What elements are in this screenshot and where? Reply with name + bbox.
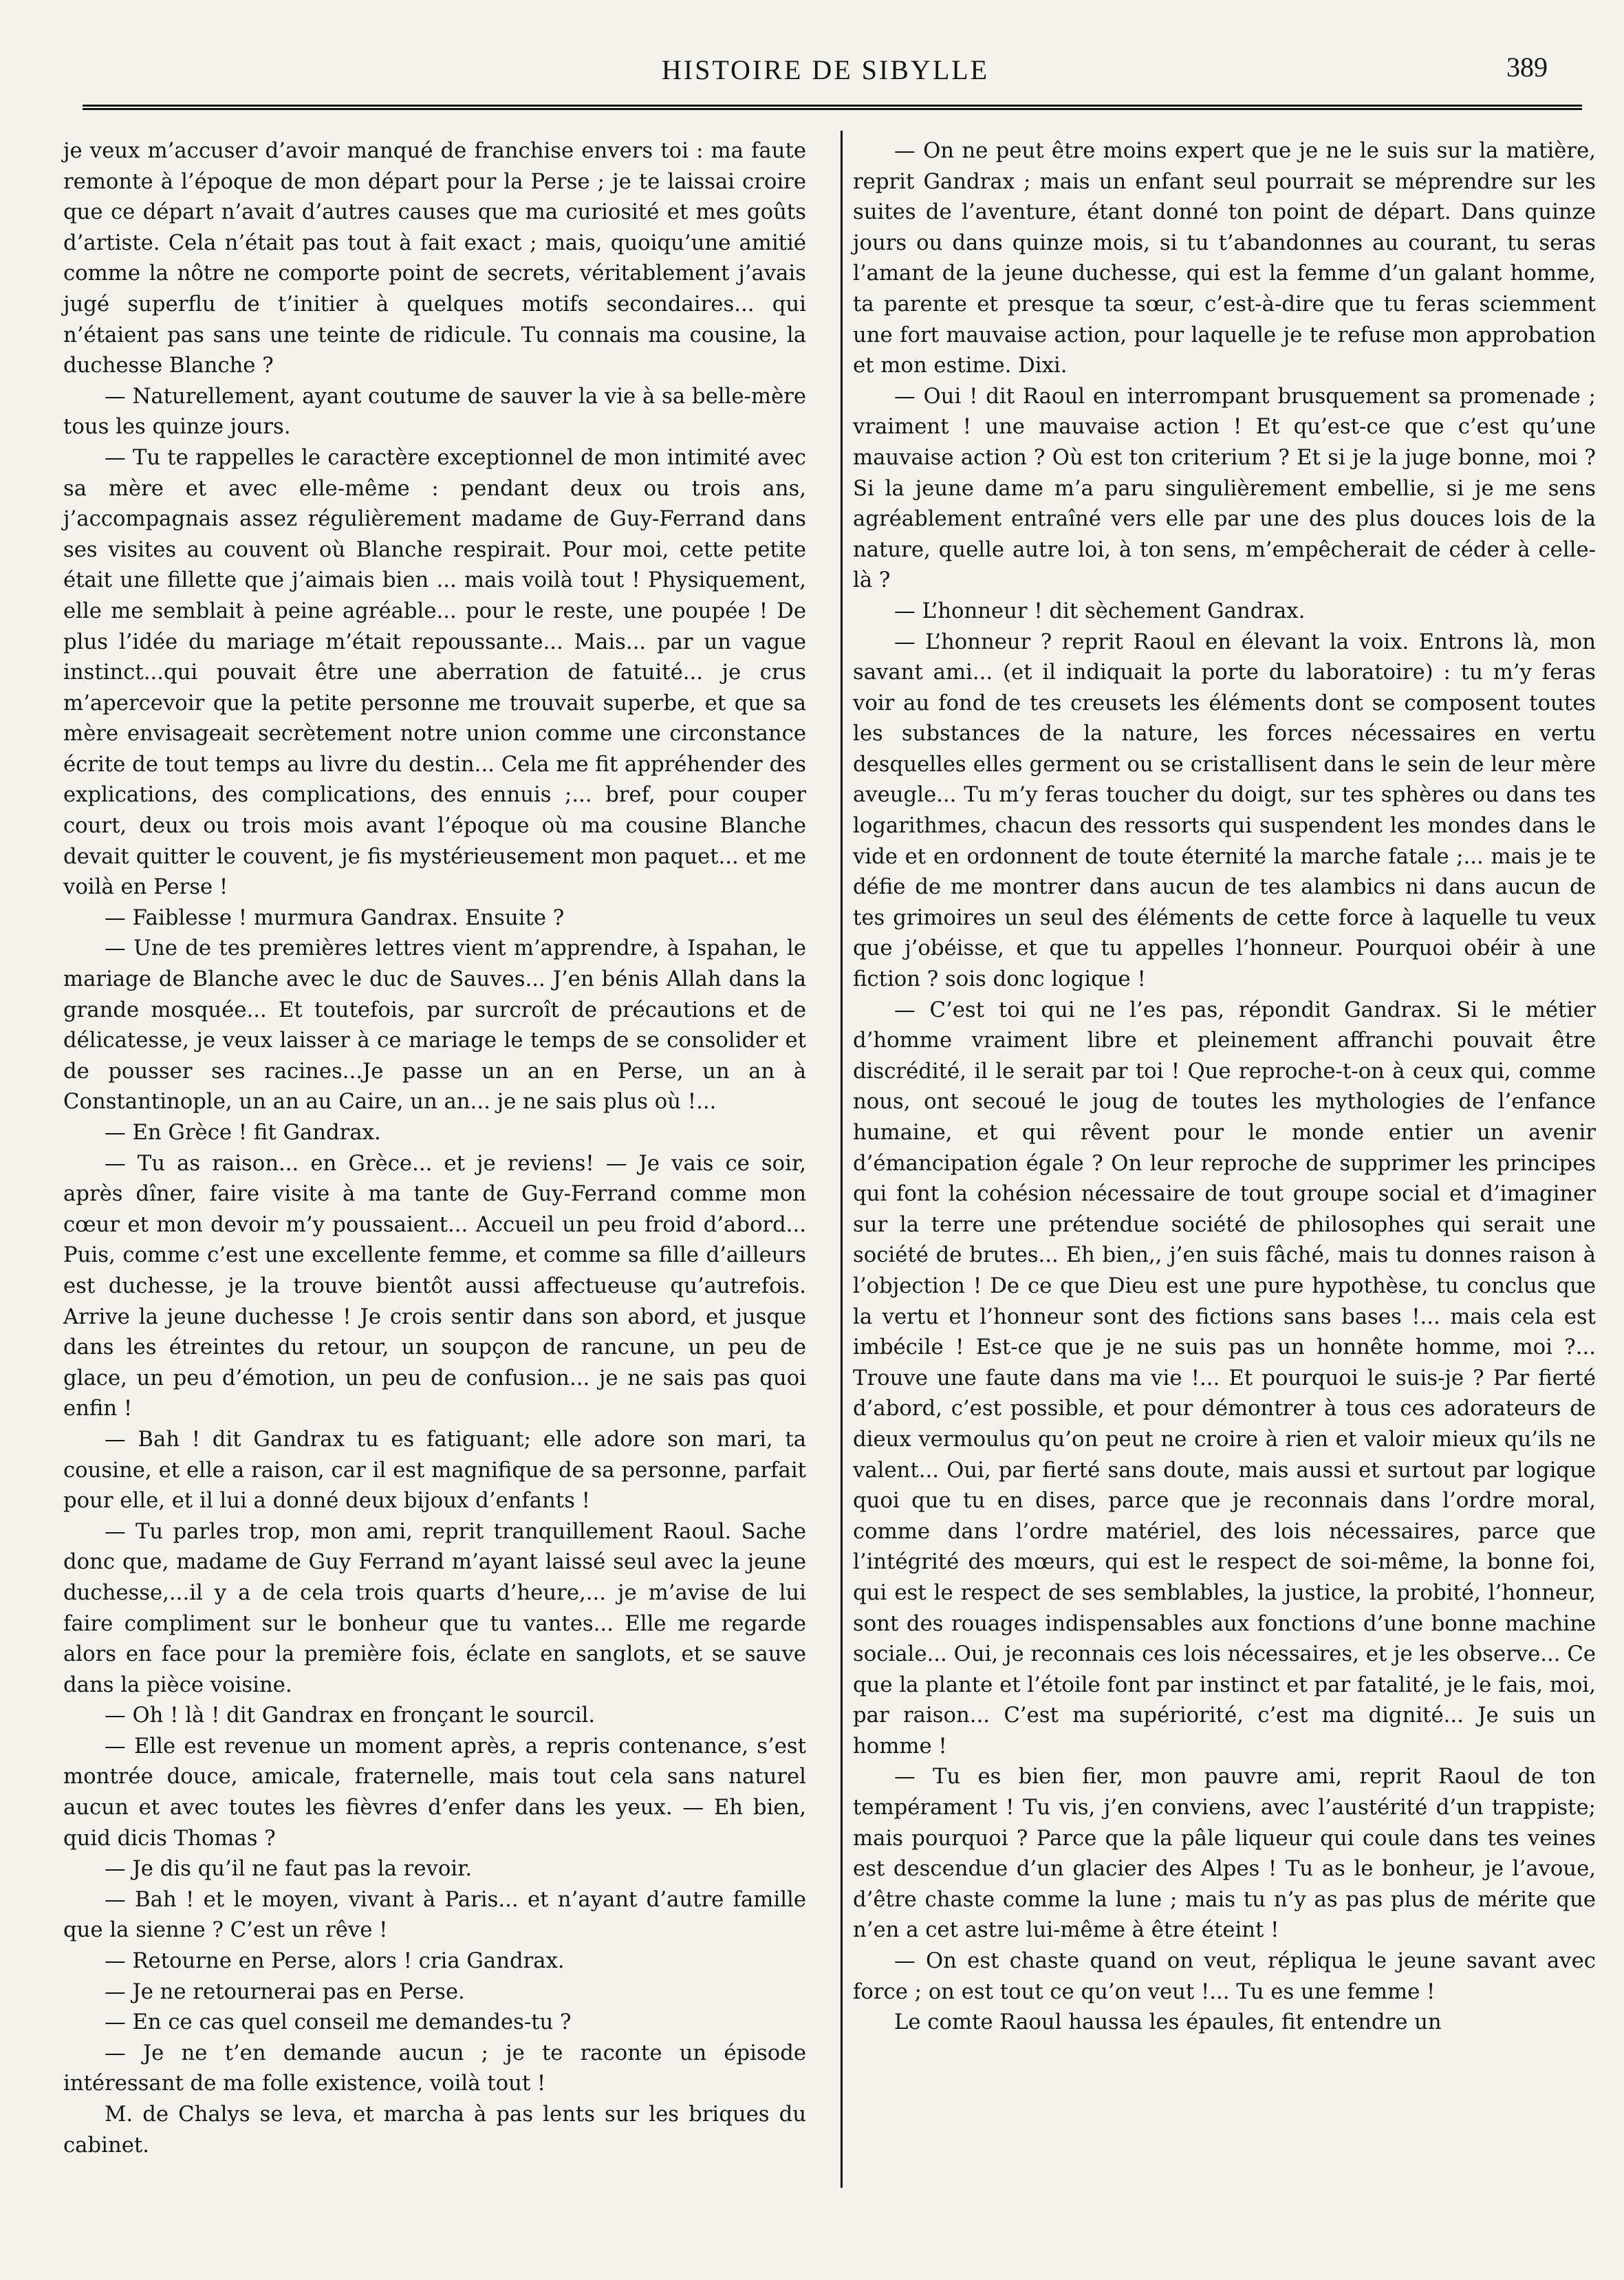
paragraph: — Une de tes premières lettres vient m’apprendre, à Ispahan, le mariage de Blanche avec le duc de Sauves... J’en bénis Allah dans la grande mosquée... Et toutefois, par surcroît de précautions et de délicatesse, je veux laisser à ce mariage le temps de se consolider et de pousser ses racines...Je passe un an en Perse, un an à Constantinople, un an au Caire, un an... je ne sais plus où !...	[63, 936, 806, 1115]
paragraph: — On est chaste quand on veut, répliqua le jeune savant avec force ; on est tout ce qu’on veut !... Tu es une femme !	[853, 1949, 1596, 2004]
paragraph: — L’honneur ? reprit Raoul en élevant la voix. Entrons là, mon savant ami... (et il indiquait la porte du laboratoire) : tu m’y feras voir au fond de tes creusets les éléments dont se composent toutes les substances de la nature, les forces nécessaires en vertu desquelles elles germent ou se cristallisent dans le sein de leur mère aveugle... Tu m’y feras toucher du doigt, sur tes sphères ou dans tes logarithmes, chacun des ressorts qui suspendent les mondes dans le vide et en ordonnent de toute éternité la marche fatale ;... mais je te défie de me montrer dans aucun de tes alambics ni dans aucun de tes grimoires un seul des éléments de cette force à laquelle tu veux que j’obéisse, et que tu appelles l’honneur. Pourquoi obéir à une fiction ? sois donc logique !	[853, 630, 1596, 992]
paragraph: — Je ne t’en demande aucun ; je te raconte un épisode intéressant de ma folle existence, voilà tout !	[63, 2041, 806, 2096]
paragraph: — On ne peut être moins expert que je ne le suis sur la matière, reprit Gandrax ; mais un enfant seul pourrait se méprendre sur les suites de l’aventure, étant donné ton point de départ. Dans quinze jours ou dans quinze mois, si tu t’abandonnes au courant, tu seras l’amant de la jeune duchesse, qui est la femme d’un galant homme, ta parente et presque ta sœur, c’est-à-dire que tu feras sciemment une fort mauvaise action, pour laquelle je te refuse mon approbation et mon estime. Dixi.	[853, 139, 1596, 378]
paragraph: — Tu parles trop, mon ami, reprit tranquillement Raoul. Sache donc que, madame de Guy Ferrand m’ayant laissé seul avec la jeune duchesse,...il y a de cela trois quarts d’heure,... je m’avise de lui faire compliment sur le bonheur que tu vantes... Elle me regarde alors en face pour la première fois, éclate en sanglots, et se sauve dans la pièce voisine.	[63, 1519, 806, 1697]
paragraph: — En Grèce ! fit Gandrax.	[105, 1121, 381, 1145]
page-header	[76, 48, 1575, 103]
paragraph: — Bah ! et le moyen, vivant à Paris... et n’ayant d’autre famille que la sienne ? C’est un rêve !	[63, 1887, 806, 1943]
paragraph: — C’est toi qui ne l’es pas, répondit Gandrax. Si le métier d’homme vraiment libre et pleinement affranchi pouvait être discrédité, il le serait par toi ! Que reproche-t-on à ceux qui, comme nous, ont secoué le joug de toutes les mythologies de l’enfance humaine, et qui rêvent pour le monde entier un avenir d’émancipation égale ? On leur reproche de supprimer les principes qui font la cohésion nécessaire de tout groupe social et d’imaginer sur la terre une prétendue société de philosophes qui serait une société de brutes... Eh bien,, j’en suis fâché, mais tu donnes raison à l’objection ! De ce que Dieu est une pure hypothèse, tu conclus que la vertu et l’honneur sont des fictions sans bases !... mais cela est imbécile ! Est-ce que je ne suis pas un honnête homme, moi ?... Trouve une faute dans ma vie !... Et pourquoi le suis-je ? Par fierté d’abord, c’est possible, et pour démontrer à tous ces adorateurs de dieux vermoulus qu’on peut ne croire à rien et valoir mieux qu’ils ne valent... Oui, par fierté sans doute, mais aussi et surtout par logique quoi que tu en dises, parce que je reconnais dans l’ordre moral, comme dans l’ordre matériel, des lois nécessaires, parce que l’intégrité des mœurs, qui est le respect de soi-même, la bonne foi, qui est le respect de ses semblables, la justice, la probité, l’honneur, sont des rouages indispensables aux fonctions d’une bonne machine sociale... Oui, je reconnais ces lois nécessaires, et je les observe... Ce que la plante et l’étoile font par instinct et par fatalité, je le fais, moi, par raison... C’est ma supériorité, c’est ma dignité... Je suis un homme !	[853, 998, 1596, 1759]
right-column	[853, 136, 1596, 2039]
paragraph: — Faiblesse ! murmura Gandrax. Ensuite ?	[105, 905, 565, 930]
header-rule	[83, 105, 1582, 110]
page-number: 389	[1506, 52, 1548, 83]
running-title: HISTOIRE DE SIBYLLE	[661, 54, 990, 85]
paragraph: — Oh ! là ! dit Gandrax en fronçant le sourcil.	[105, 1703, 596, 1728]
paragraph: — Je dis qu’il ne faut pas la revoir.	[105, 1857, 473, 1882]
paragraph: Le comte Raoul haussa les épaules, fit entendre un	[894, 2010, 1442, 2035]
paragraph: M. de Chalys se leva, et marcha à pas lents sur les briques du cabinet.	[63, 2102, 806, 2158]
paragraph: — Bah ! dit Gandrax tu es fatiguant; elle adore son mari, ta cousine, et elle a raison, car il est magnifique de sa personne, parfait pour elle, et il lui a donné deux bijoux d’enfants !	[63, 1427, 806, 1514]
paragraph: — Elle est revenue un moment après, a repris contenance, s’est montrée douce, amicale, fraternelle, mais tout cela sans naturel aucun et avec toutes les fièvres d’enfer dans les yeux. — Eh bien, quid dicis Thomas ?	[63, 1734, 806, 1851]
column-divider	[841, 131, 843, 2188]
paragraph: — Oui ! dit Raoul en interrompant brusquement sa promenade ; vraiment ! une mauvaise action ! Et qu’est-ce que c’est qu’une mauvaise action ? Où est ton criterium ? Et si je la juge bonne, moi ? Si la jeune dame m’a paru singulièrement embellie, si je me sens agréablement entraîné vers elle par une des plus douces lois de la nature, quelle autre loi, à ton sens, m’empêcherait de céder à celle-là ?	[853, 384, 1596, 593]
paragraph: — Naturellement, ayant coutume de sauver la vie à sa belle-mère tous les quinze jours.	[63, 384, 806, 440]
paragraph: — En ce cas quel conseil me demandes-tu ?	[105, 2010, 572, 2035]
paragraph: — L’honneur ! dit sèchement Gandrax.	[894, 599, 1306, 623]
paragraph: — Tu te rappelles le caractère exceptionnel de mon intimité avec sa mère et avec elle-même : pendant deux ou trois ans, j’accompagnais assez régulièrement madame de Guy-Ferrand dans ses visites au couvent où Blanche respirait. Pour moi, cette petite était une fillette que j’aimais bien ... mais voilà tout ! Physiquement, elle me semblait à peine agréable... pour le reste, une poupée ! De plus l’idée du mariage m’était repoussante... Mais... par un vague instinct...qui pouvait être une aberration de fatuité... je crus m’apercevoir que la petite personne me trouvait superbe, et que sa mère envisageait secrètement notre union comme une circonstance écrite de tout temps au livre du destin... Cela me fit appréhender des explications, des complications, des ennuis ;... bref, pour couper court, deux ou trois mois avant l’époque où ma cousine Blanche devait quitter le couvent, je fis mystérieusement mon paquet... et me voilà en Perse !	[63, 445, 806, 900]
left-column	[63, 136, 806, 2161]
paragraph: — Tu es bien fier, mon pauvre ami, reprit Raoul de ton tempérament ! Tu vis, j’en conviens, avec l’austérité d’un trappiste; mais pourquoi ? Parce que la pâle liqueur qui coule dans tes veines est descendue d’un glacier des Alpes ! Tu as le bonheur, je l’avoue, d’être chaste comme la lune ; mais tu n’y as pas plus de mérite que n’en a cet astre lui-même à être éteint !	[853, 1765, 1596, 1943]
paragraph: je veux m’accuser d’avoir manqué de franchise envers toi : ma faute remonte à l’époque de mon départ pour la Perse ; je te laissai croire que ce départ n’avait d’autres causes que ma curiosité et mes goûts d’artiste. Cela n’était pas tout à fait exact ; mais, quoiqu’une amitié comme la nôtre ne comporte point de secrets, véritablement j’avais jugé superflu de t’initier à quelques motifs secondaires... qui n’étaient pas sans une teinte de ridicule. Tu connais ma cousine, la duchesse Blanche ?	[63, 139, 806, 378]
paragraph: — Tu as raison... en Grèce... et je reviens! — Je vais ce soir, après dîner, faire visite à ma tante de Guy-Ferrand comme mon cœur et mon devoir m’y poussaient... Accueil un peu froid d’abord... Puis, comme c’est une excellente femme, et comme sa fille d’ailleurs est duchesse, je la trouve bientôt aussi affectueuse qu’autrefois. Arrive la jeune duchesse ! Je crois sentir dans son abord, et jusque dans les étreintes du retour, un soupçon de rancune, un peu de glace, un peu d’émotion, un peu de confusion... je ne sais pas quoi enfin !	[63, 1151, 806, 1421]
paragraph: — Retourne en Perse, alors ! cria Gandrax.	[105, 1949, 565, 1974]
paragraph: — Je ne retournerai pas en Perse.	[105, 1979, 465, 2004]
